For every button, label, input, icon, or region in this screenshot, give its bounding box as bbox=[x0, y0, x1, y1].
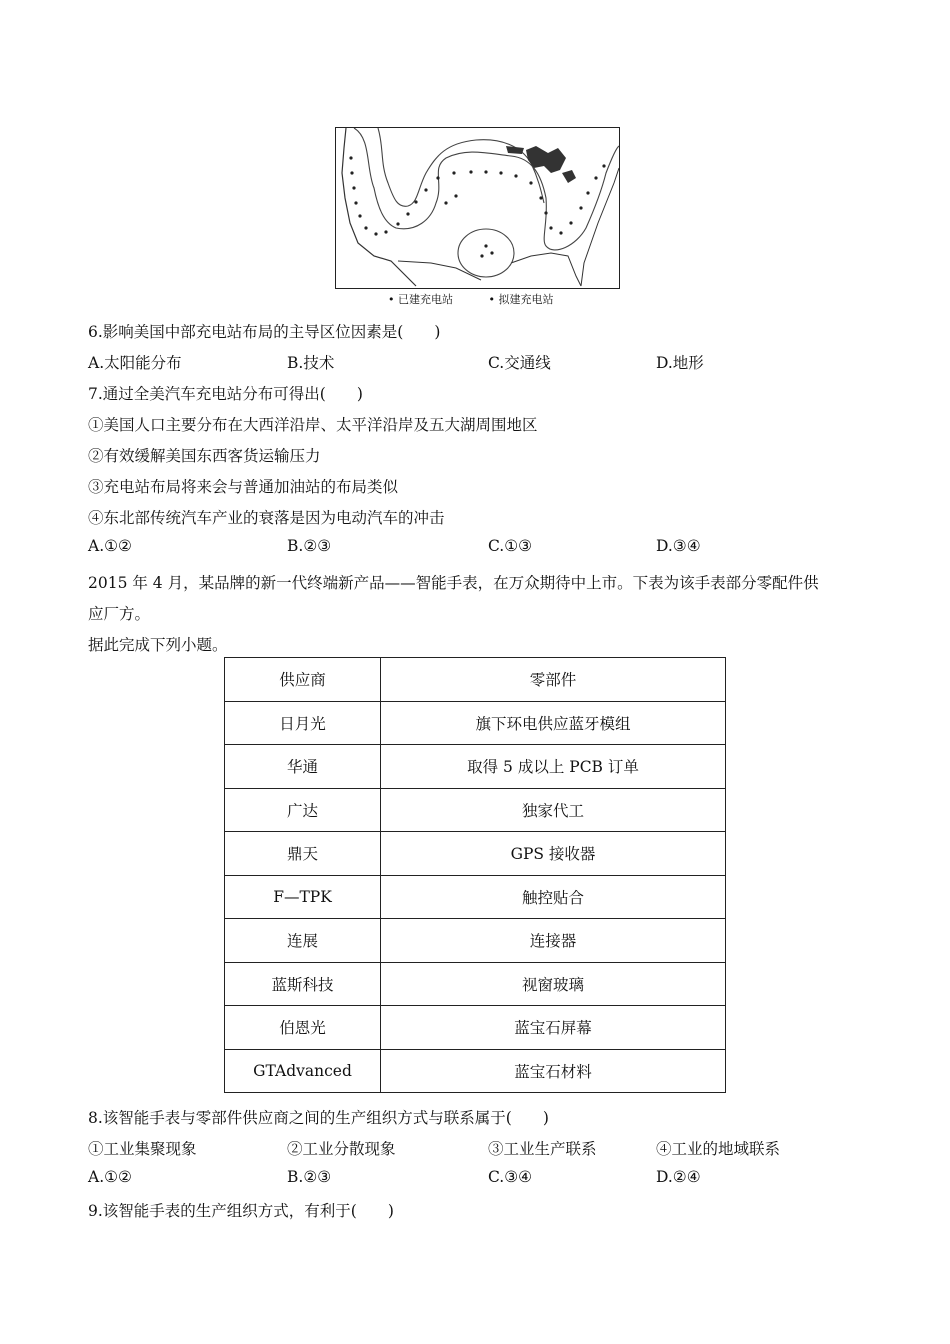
map-legend bbox=[388, 291, 586, 307]
legend-built: • 已建充电站 bbox=[388, 293, 453, 306]
q7-statement-3: ③充电站布局将来会与普通加油站的布局类似 bbox=[88, 478, 399, 496]
q6-option-a[interactable]: A.太阳能分布 bbox=[88, 354, 182, 372]
table-header-row bbox=[225, 658, 726, 702]
q8-option-b[interactable]: B.②③ bbox=[287, 1168, 332, 1186]
table-row bbox=[225, 832, 726, 876]
table-row bbox=[225, 745, 726, 789]
table-row bbox=[225, 788, 726, 832]
q7-option-d[interactable]: D.③④ bbox=[656, 537, 701, 555]
part-cell: 连接器 bbox=[381, 919, 726, 963]
supplier-cell: 蓝斯科技 bbox=[225, 962, 381, 1006]
supplier-cell: 日月光 bbox=[225, 701, 381, 745]
q8-statement-4: ④工业的地域联系 bbox=[656, 1140, 781, 1158]
us-charging-station-map bbox=[335, 127, 620, 289]
part-cell: 视窗玻璃 bbox=[381, 962, 726, 1006]
map-drawing bbox=[336, 128, 619, 288]
table-row bbox=[225, 875, 726, 919]
part-cell: 蓝宝石材料 bbox=[381, 1049, 726, 1093]
supplier-cell: F—TPK bbox=[225, 875, 381, 919]
supplier-cell: 鼎天 bbox=[225, 832, 381, 876]
table-row bbox=[225, 1006, 726, 1050]
q7-stem: 7.通过全美汽车充电站分布可得出( ) bbox=[88, 385, 363, 403]
header-part: 零部件 bbox=[381, 658, 726, 702]
table-row bbox=[225, 962, 726, 1006]
q8-option-a[interactable]: A.①② bbox=[88, 1168, 132, 1186]
q7-option-b[interactable]: B.②③ bbox=[287, 537, 332, 555]
q7-option-c[interactable]: C.①③ bbox=[488, 537, 533, 555]
q8-statement-1: ①工业集聚现象 bbox=[88, 1140, 197, 1158]
part-cell: 蓝宝石屏幕 bbox=[381, 1006, 726, 1050]
table-row bbox=[225, 919, 726, 963]
q7-statement-4: ④东北部传统汽车产业的衰落是因为电动汽车的冲击 bbox=[88, 509, 445, 527]
q6-option-c[interactable]: C.交通线 bbox=[488, 354, 551, 372]
table-row bbox=[225, 701, 726, 745]
q8-stem: 8.该智能手表与零部件供应商之间的生产组织方式与联系属于( ) bbox=[88, 1109, 549, 1127]
supplier-table bbox=[224, 657, 726, 1093]
q7-statement-1: ①美国人口主要分布在大西洋沿岸、太平洋沿岸及五大湖周围地区 bbox=[88, 416, 538, 434]
q7-option-a[interactable]: A.①② bbox=[88, 537, 132, 555]
part-cell: 取得 5 成以上 PCB 订单 bbox=[381, 745, 726, 789]
part-cell: 旗下环电供应蓝牙模组 bbox=[381, 701, 726, 745]
q6-stem: 6.影响美国中部充电站布局的主导区位因素是( ) bbox=[88, 323, 441, 341]
supplier-cell: GTAdvanced bbox=[225, 1049, 381, 1093]
supplier-cell: 伯恩光 bbox=[225, 1006, 381, 1050]
header-supplier: 供应商 bbox=[225, 658, 381, 702]
supplier-cell: 广达 bbox=[225, 788, 381, 832]
legend-planned: • 拟建充电站 bbox=[488, 293, 554, 306]
passage-line-1: 2015 年 4 月，某品牌的新一代终端新产品——智能手表，在万众期待中上市。下表为该手表部分零配件供 bbox=[88, 574, 819, 592]
part-cell: 独家代工 bbox=[381, 788, 726, 832]
q8-statement-2: ②工业分散现象 bbox=[287, 1140, 396, 1158]
passage-line-3: 据此完成下列小题。 bbox=[88, 636, 228, 654]
q8-option-d[interactable]: D.②④ bbox=[656, 1168, 701, 1186]
q9-stem: 9.该智能手表的生产组织方式，有利于( ) bbox=[88, 1202, 394, 1220]
q6-option-d[interactable]: D.地形 bbox=[656, 354, 704, 372]
q8-statement-3: ③工业生产联系 bbox=[488, 1140, 597, 1158]
q6-option-b[interactable]: B.技术 bbox=[287, 354, 335, 372]
part-cell: GPS 接收器 bbox=[381, 832, 726, 876]
passage-line-2: 应厂方。 bbox=[88, 605, 151, 623]
part-cell: 触控贴合 bbox=[381, 875, 726, 919]
q7-statement-2: ②有效缓解美国东西客货运输压力 bbox=[88, 447, 321, 465]
supplier-cell: 连展 bbox=[225, 919, 381, 963]
table-row bbox=[225, 1049, 726, 1093]
supplier-cell: 华通 bbox=[225, 745, 381, 789]
q8-option-c[interactable]: C.③④ bbox=[488, 1168, 533, 1186]
